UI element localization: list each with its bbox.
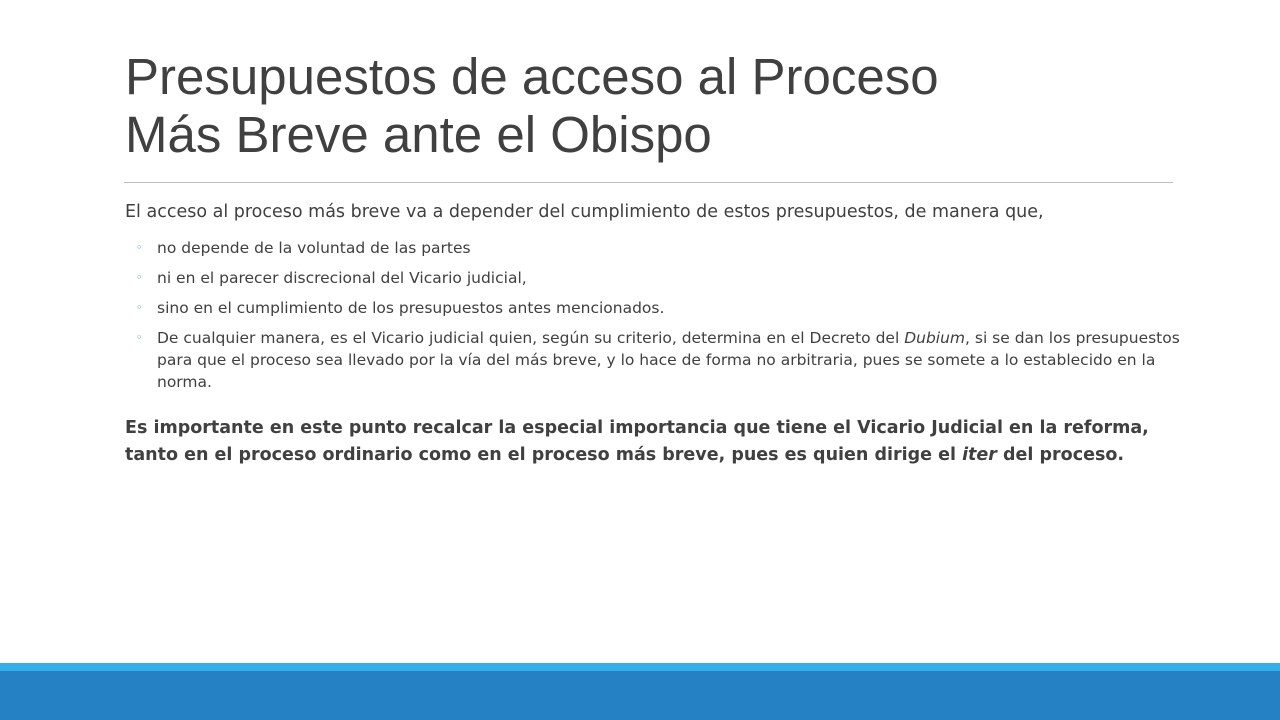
bullet-circle-icon: ◦ — [136, 301, 143, 314]
intro-paragraph: El acceso al proceso más breve va a depender del cumplimiento de estos presupuestos, de manera que, — [125, 202, 1044, 222]
title-line-1: Presupuestos de acceso al Proceso — [125, 48, 939, 105]
bullet-text-2: ni en el parecer discrecional del Vicario judicial, — [157, 269, 527, 287]
title-divider — [124, 182, 1173, 183]
footer-bar — [0, 671, 1280, 720]
bullet-list — [125, 237, 1180, 393]
emphasis-text-before: Es importante en este punto recalcar la especial importancia que tiene el Vicario Judicial en la reforma, tanto en el proceso ordinario como en el proceso más breve, pues es quien dirige el — [125, 418, 1149, 465]
bullet-text-4-italic: Dubium — [904, 329, 966, 347]
bullet-circle-icon: ◦ — [136, 271, 143, 284]
bullet-item-2 — [125, 267, 1180, 289]
bullet-circle-icon: ◦ — [136, 331, 143, 344]
bullet-item-3 — [125, 297, 1180, 319]
bullet-text-4-after: , si se dan los presupuestos para que el proceso sea llevado por la vía del más breve, y lo hace de forma no arbitraria, pues se somete a lo establecido en la norma. — [157, 329, 1180, 391]
bullet-text-3: sino en el cumplimiento de los presupuestos antes mencionados. — [157, 299, 665, 317]
bullet-text-4-before: De cualquier manera, es el Vicario judicial quien, según su criterio, determina en el Decreto del — [157, 329, 905, 347]
slide-body — [125, 199, 1180, 469]
bullet-item-4 — [125, 327, 1180, 393]
title-line-2: Más Breve ante el Obispo — [125, 106, 712, 163]
emphasis-text-italic: iter — [962, 445, 997, 465]
bullet-item-1 — [125, 237, 1180, 259]
bullet-text-1: no depende de la voluntad de las partes — [157, 239, 471, 257]
bullet-circle-icon: ◦ — [136, 241, 143, 254]
emphasis-paragraph — [125, 415, 1180, 469]
footer-accent-stripe — [0, 663, 1280, 671]
emphasis-text-after: del proceso. — [996, 445, 1125, 465]
slide-title — [125, 48, 1185, 164]
